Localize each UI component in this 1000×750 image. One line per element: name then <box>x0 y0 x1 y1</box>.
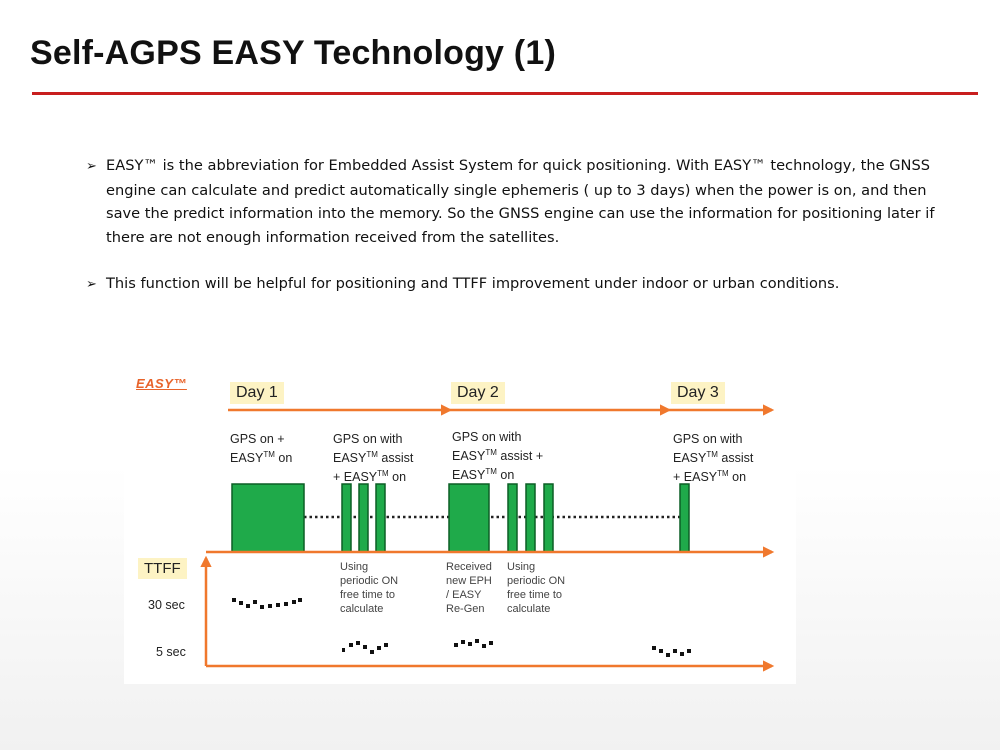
gps-block-day2 <box>449 484 489 552</box>
ttff-dots-fast-1 <box>342 641 388 654</box>
note-label: Using periodic ON free time to calculate <box>340 561 399 615</box>
ttff-dots-slow <box>232 598 302 609</box>
mode-label: GPS on with EASY™ assist + EASY™ on <box>333 432 414 485</box>
note-label: Using periodic ON free time to calculate <box>507 561 566 615</box>
easy-timeline-diagram <box>124 362 796 684</box>
title-divider <box>32 92 978 95</box>
assist-bar-day3 <box>680 484 689 552</box>
assist-bar <box>376 484 385 552</box>
ttff-dots-fast-3 <box>652 646 691 657</box>
assist-bar <box>342 484 351 552</box>
ttff-label: TTFF <box>138 558 187 579</box>
assist-bar <box>508 484 517 552</box>
y-axis-label-30sec: 30 sec <box>148 598 185 612</box>
assist-bar <box>359 484 368 552</box>
bullet-list <box>86 154 946 320</box>
day-label: Day 3 <box>671 382 725 404</box>
note-label: Received new EPH / EASY Re-Gen <box>446 561 492 615</box>
mode-label: GPS on + EASY™ on <box>230 432 293 466</box>
mode-label: GPS on with EASY™ assist + EASY™ on <box>452 430 544 483</box>
bullet-item <box>86 272 946 297</box>
assist-bar <box>526 484 535 552</box>
timeline-graphics <box>124 362 796 684</box>
slide-title: Self-AGPS EASY Technology (1) <box>30 34 556 72</box>
mode-label: GPS on with EASY™ assist + EASY™ on <box>673 432 754 485</box>
day-label: Day 1 <box>230 382 284 404</box>
day-label: Day 2 <box>451 382 505 404</box>
bullet-arrow-icon: ➢ <box>86 159 97 174</box>
bullet-item <box>86 154 946 249</box>
bullet-text: EASY™ is the abbreviation for Embedded Assist System for quick positioning. With EASY™ technology, the GNSS engine can calculate and predict automatically single ephemeris ( up to 3 days) when the power is on, and then save the predict information into the memory. So the GNSS engine can use the information for positioning later if there are not enough information received from the satellites. <box>106 157 935 246</box>
ttff-dots-fast-2 <box>454 639 493 648</box>
y-axis-label-5sec: 5 sec <box>156 645 186 659</box>
easy-logo: EASY™ <box>136 376 187 391</box>
bullet-arrow-icon: ➢ <box>86 277 97 292</box>
assist-bar <box>544 484 553 552</box>
gps-block-day1 <box>232 484 304 552</box>
bullet-text: This function will be helpful for positioning and TTFF improvement under indoor or urban conditions. <box>106 275 840 292</box>
